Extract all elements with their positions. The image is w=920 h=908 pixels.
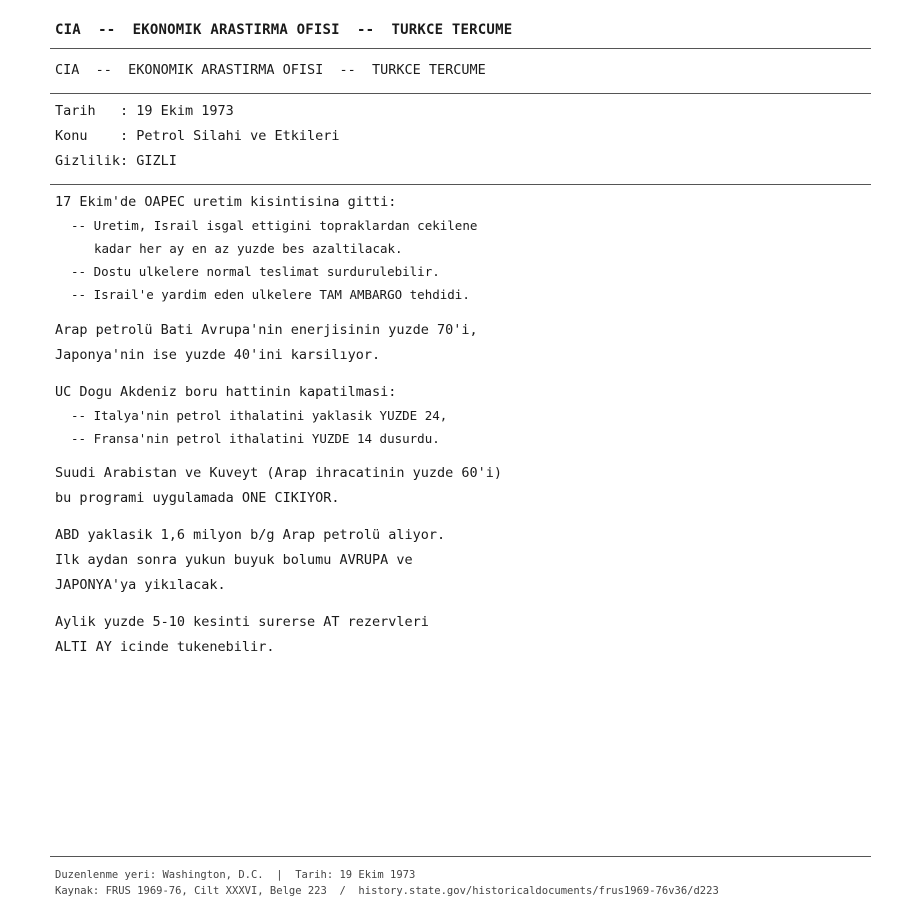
- paragraph-line: Arap petrolü Bati Avrupa'nin enerjisinin yuzde 70'i,: [55, 322, 478, 338]
- memo-header-block: [55, 102, 339, 177]
- footer-source: Kaynak: FRUS 1969-76, Cilt XXXVI, Belge 223 / history.state.gov/historicaldocuments/frus1969-76v36/d223: [55, 885, 719, 897]
- paragraph-line: Aylik yuzde 5-10 kesinti surerse AT rezervleri: [55, 614, 429, 630]
- footer-place-date: Duzenlenme yeri: Washington, D.C. | Tarih: 19 Ekim 1973: [55, 869, 416, 881]
- date-line: Tarih : 19 Ekim 1973: [55, 103, 234, 119]
- footer-divider: [50, 856, 871, 857]
- spacer: [55, 514, 855, 526]
- document-footer: [55, 868, 719, 900]
- header-divider: [50, 184, 871, 185]
- list-item: -- Uretim, Israil isgal ettigini topraklardan cekilene: [71, 218, 478, 233]
- subtitle-divider: [50, 93, 871, 94]
- usa-section: [55, 526, 855, 601]
- pipeline-section: [55, 383, 855, 454]
- pipeline-lead: UC Dogu Akdeniz boru hattinin kapatilmasi:: [55, 384, 397, 400]
- document-title: CIA -- EKONOMIK ARASTIRMA OFISI -- TURKCE TERCUME: [55, 22, 513, 38]
- title-divider: [50, 48, 871, 49]
- list-item: -- Israil'e yardim eden ulkelere TAM AMBARGO tehdidi.: [71, 287, 470, 302]
- document-body: [55, 193, 855, 663]
- paragraph-line: Japonya'nin ise yuzde 40'ini karsilıyor.: [55, 347, 381, 363]
- subject-line: Konu : Petrol Silahi ve Etkileri: [55, 128, 340, 144]
- spacer: [55, 454, 855, 464]
- document-subtitle: CIA -- EKONOMIK ARASTIRMA OFISI -- TURKCE TERCUME: [55, 62, 486, 78]
- spacer: [55, 371, 855, 383]
- paragraph-line: bu programi uygulamada ONE CIKIYOR.: [55, 490, 340, 506]
- reserves-section: [55, 613, 855, 663]
- saudi-section: [55, 464, 855, 514]
- paragraph-line: JAPONYA'ya yikılacak.: [55, 577, 226, 593]
- oapec-section: [55, 193, 855, 310]
- spacer: [55, 601, 855, 613]
- paragraph-line: Suudi Arabistan ve Kuveyt (Arap ihracatinin yuzde 60'i): [55, 465, 503, 481]
- classification-line: Gizlilik: GIZLI: [55, 153, 177, 169]
- dependence-section: [55, 321, 855, 371]
- list-item: -- Dostu ulkelere normal teslimat surdurulebilir.: [71, 264, 440, 279]
- paragraph-line: ABD yaklasik 1,6 milyon b/g Arap petrolü aliyor.: [55, 527, 446, 543]
- list-item: -- Italya'nin petrol ithalatini yaklasik YUZDE 24,: [71, 408, 448, 423]
- paragraph-line: ALTI AY icinde tukenebilir.: [55, 639, 275, 655]
- list-item-continuation: kadar her ay en az yuzde bes azaltilacak.: [94, 241, 403, 256]
- document-page: [50, 0, 871, 908]
- list-item: -- Fransa'nin petrol ithalatini YUZDE 14 dusurdu.: [71, 431, 440, 446]
- spacer: [55, 310, 855, 321]
- paragraph-line: Ilk aydan sonra yukun buyuk bolumu AVRUPA ve: [55, 552, 413, 568]
- oapec-lead: 17 Ekim'de OAPEC uretim kisintisina gitti:: [55, 194, 397, 210]
